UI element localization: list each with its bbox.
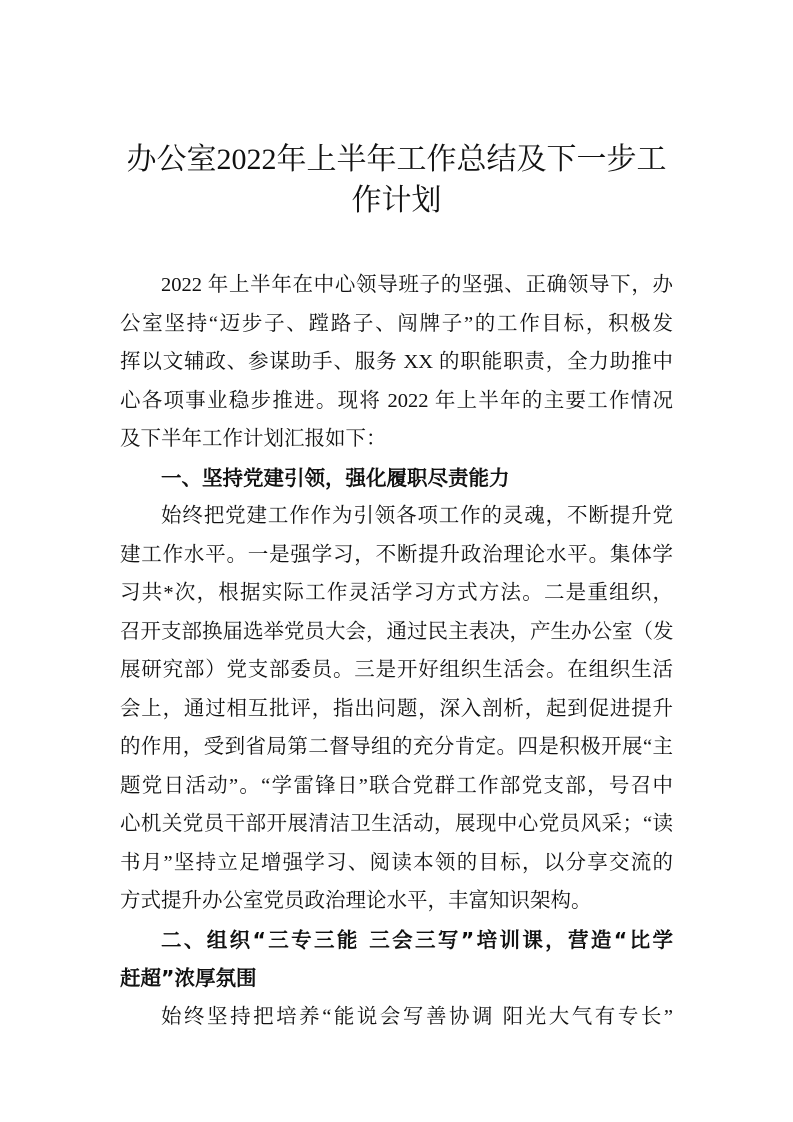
text-line: 展研究部）党支部委员。三是开好组织生活会。在组织生活 bbox=[120, 659, 673, 681]
text-line: 书月”坚持立足增强学习、阅读本领的目标，以分享交流的 bbox=[120, 851, 673, 874]
document-body bbox=[120, 266, 673, 1036]
paragraph bbox=[120, 998, 673, 1037]
text-line: 及下半年工作计划汇报如下： bbox=[120, 428, 387, 450]
text-line: 始终把党建工作作为引领各项工作的灵魂，不断提升党 bbox=[161, 505, 673, 527]
section-heading bbox=[120, 459, 673, 498]
text-line: 2022 年上半年在中心领导班子的坚强、正确领导下，办 bbox=[161, 274, 673, 296]
text-line: 心机关党员干部开展清洁卫生活动，展现中心党员风采；“读 bbox=[120, 813, 673, 835]
text-line: 心各项事业稳步推进。现将 2022 年上半年的主要工作情况 bbox=[120, 389, 673, 412]
text-line: 始终坚持把培养“能说会写善协调 阳光大气有专长” bbox=[161, 1005, 673, 1028]
text-line: 召开支部换届选举党员大会，通过民主表决，产生办公室（发 bbox=[120, 620, 674, 643]
text-line: 的作用，受到省局第二督导组的充分肯定。四是积极开展“主 bbox=[120, 736, 673, 758]
text-line: 习共*次，根据实际工作灵活学习方式方法。二是重组织， bbox=[120, 582, 673, 604]
text-line: 一、坚持党建引领，强化履职尽责能力 bbox=[161, 465, 510, 490]
text-line: 赶超”浓厚氛围 bbox=[120, 966, 257, 990]
text-line: 方式提升办公室党员政治理论水平，丰富知识架构。 bbox=[120, 890, 592, 912]
section-heading bbox=[120, 921, 673, 998]
title-line: 办公室2022年上半年工作总结及下一步工 bbox=[126, 143, 667, 176]
paragraph bbox=[120, 497, 673, 921]
text-line: 公室坚持“迈步子、蹚路子、闯牌子”的工作目标，积极发 bbox=[120, 312, 673, 335]
text-line: 会上，通过相互批评，指出问题，深入剖析，起到促进提升 bbox=[120, 697, 673, 720]
title-line: 作计划 bbox=[351, 184, 442, 217]
paragraph bbox=[120, 266, 673, 459]
text-line: 挥以文辅政、参谋助手、服务 XX 的职能职责，全力助推中 bbox=[120, 351, 673, 373]
text-line: 二、组织“三专三能 三会三写”培训课，营造“比学 bbox=[161, 927, 673, 952]
text-line: 题党日活动”。“学雷锋日”联合党群工作部党支部，号召中 bbox=[120, 774, 673, 797]
text-line: 建工作水平。一是强学习，不断提升政治理论水平。集体学 bbox=[120, 543, 673, 566]
document-title bbox=[110, 139, 683, 221]
